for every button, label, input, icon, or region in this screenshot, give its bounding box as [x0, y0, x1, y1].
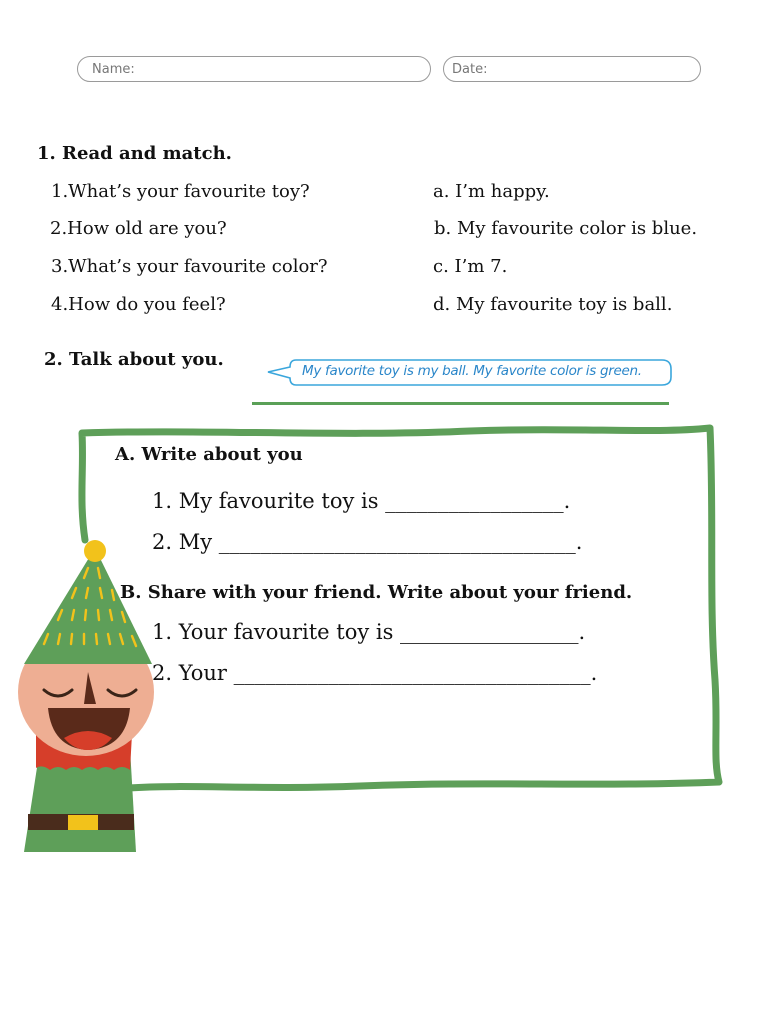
section1-title: 1. Read and match. [37, 143, 232, 164]
answer-a: a. I’m happy. [433, 181, 550, 202]
question-1: 1.What’s your favourite toy? [51, 181, 310, 202]
section2-title: 2. Talk about you. [44, 349, 224, 370]
answer-b: b. My favourite color is blue. [434, 218, 698, 239]
question-3: 3.What’s your favourite color? [51, 256, 328, 277]
elf-icon [18, 538, 158, 858]
part-a-line-2: 2. My __________________________________. [152, 530, 583, 554]
answer-d: d. My favourite toy is ball. [433, 294, 673, 315]
question-2: 2.How old are you? [50, 218, 227, 239]
part-b-line-2: 2. Your __________________________________. [152, 661, 598, 685]
part-b-line-1: 1. Your favourite toy is _________________. [152, 620, 586, 644]
part-a-line-1: 1. My favourite toy is _________________. [152, 489, 571, 513]
date-label: Date: [452, 62, 488, 77]
part-b-title: B. Share with your friend. Write about your friend. [120, 582, 633, 603]
part-a-title: A. Write about you [115, 444, 303, 465]
answer-c: c. I’m 7. [433, 256, 508, 277]
name-label: Name: [92, 62, 135, 77]
question-4: 4.How do you feel? [51, 294, 226, 315]
speech-bubble-text: My favorite toy is my ball. My favorite color is green. [302, 363, 642, 379]
